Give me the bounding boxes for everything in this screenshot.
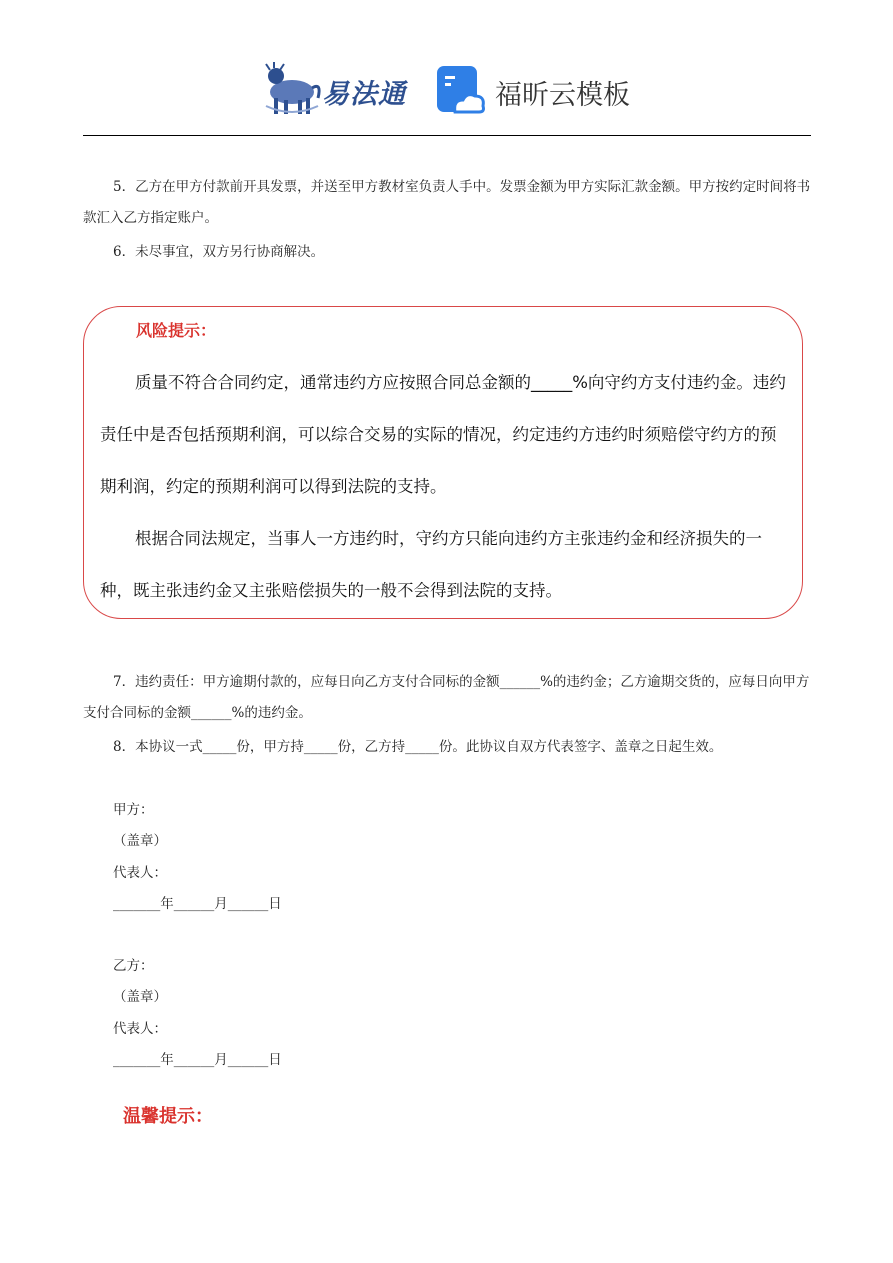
- warm-tip-heading: 温馨提示：: [123, 1106, 213, 1127]
- signature-block-party-b: [113, 951, 282, 1076]
- risk-notice-paragraph-1: 质量不符合合同约定，通常违约方应按照合同总金额的_____%向守约方支付违约金。违约责任中是否包括预期利润，可以综合交易的实际的情况，约定违约方违约时须赔偿守约方的预期利润，约定的预期利润可以得到法院的支持。: [100, 373, 786, 496]
- clause-6: 6．未尽事宜，双方另行协商解决。: [113, 244, 325, 260]
- party-a-label: 甲方：: [113, 802, 154, 818]
- party-b-representative: 代表人：: [113, 1020, 167, 1037]
- clause-5: 5．乙方在甲方付款前开具发票，并送至甲方教材室负责人手中。发票金额为甲方实际汇款金额。甲方按约定时间将书款汇入乙方指定账户。: [83, 179, 811, 226]
- qilin-mascot-icon: [262, 62, 322, 118]
- risk-notice-title: 风险提示：: [136, 321, 217, 340]
- party-b-label: 乙方：: [113, 958, 154, 974]
- page-header: [0, 0, 893, 136]
- header-divider: [83, 135, 811, 136]
- party-a-date: _______年______月______日: [113, 895, 282, 912]
- yifatong-logo-text: 易法通: [322, 79, 406, 110]
- risk-notice-paragraph-2: 根据合同法规定，当事人一方违约时，守约方只能向违约方主张违约金和经济损失的一种，既主张违约金又主张赔偿损失的一般不会得到法院的支持。: [100, 529, 762, 600]
- foxit-logo-text: 福昕云模板: [495, 80, 630, 111]
- foxit-logo: [435, 64, 645, 118]
- foxit-cloud-doc-icon: [435, 64, 487, 116]
- party-a-seal: （盖章）: [113, 833, 167, 850]
- yifatong-logo: [262, 62, 422, 118]
- clause-8: 8．本协议一式_____份，甲方持_____份，乙方持_____份。此协议自双方代表签字、盖章之日起生效。: [113, 739, 723, 755]
- party-b-seal: （盖章）: [113, 989, 167, 1006]
- party-b-date: _______年______月______日: [113, 1051, 282, 1068]
- signature-block-party-a: [113, 795, 282, 920]
- clause-7: 7．违约责任：甲方逾期付款的，应每日向乙方支付合同标的金额______%的违约金；乙方逾期交货的，应每日向甲方支付合同标的金额______%的违约金。: [83, 674, 810, 721]
- party-a-representative: 代表人：: [113, 864, 167, 881]
